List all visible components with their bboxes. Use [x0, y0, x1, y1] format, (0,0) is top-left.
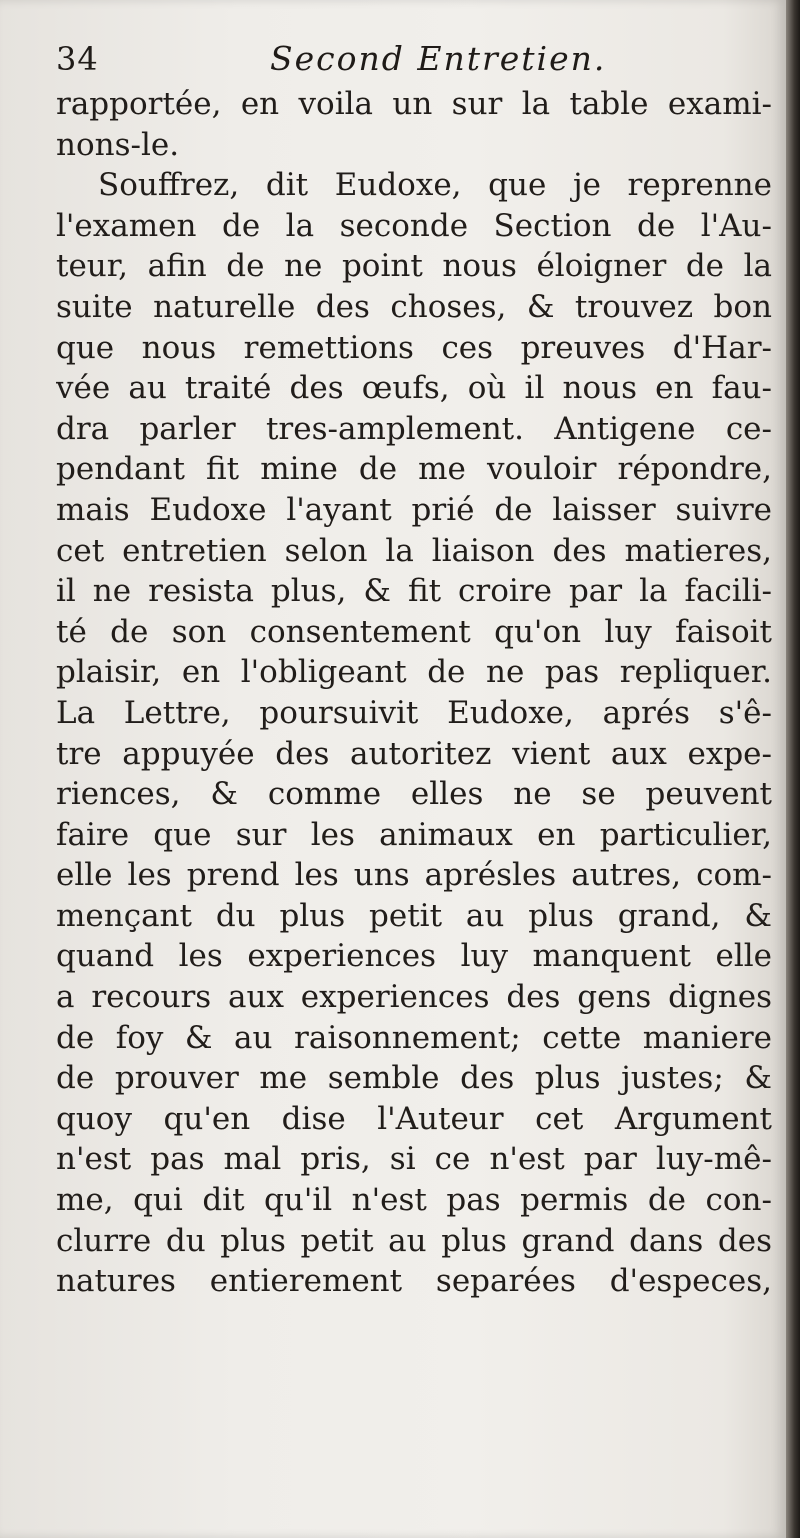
text-line: plaisir, en l'obligeant de ne pas repliquer.: [56, 654, 772, 691]
text-line: l'examen de la seconde Section de l'Au-: [56, 207, 772, 244]
text-line: clurre du plus petit au plus grand dans des: [56, 1222, 772, 1259]
text-line: il ne resista plus, & fit croire par la facili-: [56, 573, 772, 610]
text-line: natures entierement separées d'especes,: [56, 1263, 772, 1300]
text-line: La Lettre, poursuivit Eudoxe, aprés s'ê-: [56, 694, 772, 731]
text-line: quand les experiences luy manquent elle: [56, 938, 772, 975]
text-line: rapportée, en voila un sur la table exami-: [56, 86, 772, 122]
text-line: a recours aux experiences des gens dignes: [56, 979, 772, 1016]
page-edge-shadow: [786, 0, 800, 1538]
text-line: dra parler tres-amplement. Antigene ce-: [56, 410, 772, 447]
text-line: tre appuyée des autoritez vient aux expe-: [56, 735, 772, 772]
text-line: cet entretien selon la liaison des matieres,: [56, 532, 772, 569]
text-line: quoy qu'en dise l'Auteur cet Argument: [56, 1100, 772, 1137]
text-line: vée au traité des œufs, où il nous en fau-: [56, 370, 772, 407]
text-line: n'est pas mal pris, si ce n'est par luy-mê-: [56, 1141, 772, 1178]
text-line: mais Eudoxe l'ayant prié de laisser suivre: [56, 491, 772, 528]
text-line: pendant fit mine de me vouloir répondre,: [56, 451, 772, 488]
text-line: faire que sur les animaux en particulier,: [56, 816, 772, 853]
text-line: teur, afin de ne point nous éloigner de la: [56, 248, 772, 285]
page-number: 34: [56, 40, 99, 78]
text-line: té de son consentement qu'on luy faisoit: [56, 613, 772, 650]
text-line: nons-le.: [56, 126, 180, 163]
text-line: riences, & comme elles ne se peuvent: [56, 776, 772, 813]
text-line: de foy & au raisonnement; cette maniere: [56, 1019, 772, 1056]
text-line: suite naturelle des choses, & trouvez bon: [56, 288, 772, 325]
text-line: elle les prend les uns aprésles autres, com-: [56, 857, 772, 894]
text-line: mençant du plus petit au plus grand, &: [56, 897, 772, 934]
text-line: de prouver me semble des plus justes; &: [56, 1060, 772, 1097]
page-header: [56, 36, 776, 82]
text-line: que nous remettions ces preuves d'Har-: [56, 329, 772, 366]
text-line: me, qui dit qu'il n'est pas permis de con-: [56, 1182, 772, 1219]
text-line: Souffrez, dit Eudoxe, que je reprenne: [98, 167, 772, 204]
running-title: Second Entretien.: [270, 39, 607, 78]
body-text: [56, 84, 772, 1302]
